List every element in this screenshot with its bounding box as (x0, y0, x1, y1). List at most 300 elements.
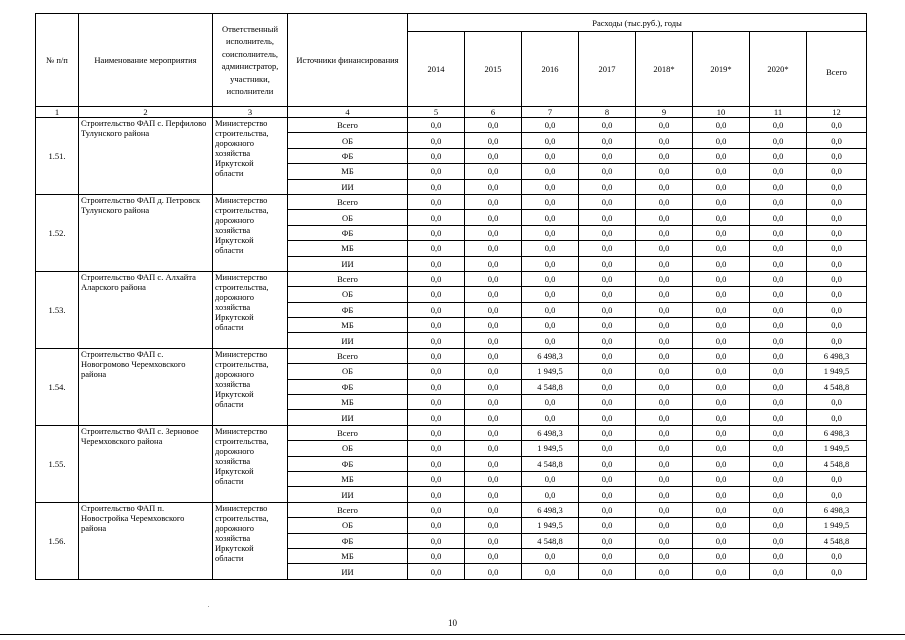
amount-cell: 0,0 (465, 348, 522, 363)
amount-cell: 0,0 (750, 133, 807, 148)
responsible-line: хозяйства (215, 455, 251, 466)
responsible-line: Иркутской (215, 234, 254, 245)
entry-responsible (213, 348, 288, 425)
amount-cell: 0,0 (693, 471, 750, 486)
amount-cell: 0,0 (465, 502, 522, 517)
amount-cell: 4 548,8 (522, 379, 579, 394)
amount-cell: 0,0 (579, 333, 636, 348)
amount-cell: 0,0 (522, 548, 579, 563)
amount-cell: 0,0 (522, 148, 579, 163)
amount-cell: 0,0 (465, 410, 522, 425)
amount-cell: 0,0 (408, 287, 465, 302)
amount-cell: 6 498,3 (807, 502, 867, 517)
amount-cell: 0,0 (408, 410, 465, 425)
funding-source: Всего (288, 271, 408, 286)
responsible-line: строительства, (215, 128, 269, 138)
amount-cell: 0,0 (693, 395, 750, 410)
header-number: № п/п (36, 14, 79, 107)
amount-cell: 0,0 (522, 256, 579, 271)
amount-cell: 0,0 (408, 194, 465, 209)
entry-responsible (213, 194, 288, 271)
amount-cell: 0,0 (636, 333, 693, 348)
entry-number: 1.52. (36, 194, 79, 271)
amount-cell: 0,0 (408, 425, 465, 440)
amount-cell: 0,0 (579, 395, 636, 410)
amount-cell: 0,0 (750, 118, 807, 133)
amount-cell: 0,0 (408, 471, 465, 486)
amount-cell: 0,0 (807, 302, 867, 317)
amount-cell: 0,0 (408, 241, 465, 256)
responsible-line: дорожного (215, 138, 255, 148)
amount-cell: 0,0 (408, 379, 465, 394)
funding-source: ФБ (288, 225, 408, 240)
amount-cell: 0,0 (522, 179, 579, 194)
amount-cell: 0,0 (693, 364, 750, 379)
column-number: 6 (465, 107, 522, 118)
funding-source: Всего (288, 502, 408, 517)
amount-cell: 0,0 (750, 225, 807, 240)
amount-cell: 0,0 (750, 302, 807, 317)
amount-cell: 0,0 (465, 471, 522, 486)
amount-cell: 0,0 (408, 302, 465, 317)
amount-cell: 0,0 (522, 118, 579, 133)
header-year: 2017 (579, 32, 636, 107)
amount-cell: 0,0 (807, 118, 867, 133)
amount-cell: 0,0 (750, 395, 807, 410)
amount-cell: 0,0 (807, 194, 867, 209)
amount-cell: 0,0 (408, 271, 465, 286)
amount-cell: 0,0 (522, 395, 579, 410)
amount-cell: 0,0 (465, 302, 522, 317)
amount-cell: 0,0 (636, 487, 693, 502)
amount-cell: 0,0 (807, 564, 867, 579)
entry-responsible (213, 271, 288, 348)
amount-cell: 0,0 (636, 225, 693, 240)
scan-speck (208, 606, 209, 607)
amount-cell: 1 949,5 (807, 364, 867, 379)
amount-cell: 0,0 (636, 164, 693, 179)
funding-source: ОБ (288, 518, 408, 533)
funding-source: МБ (288, 548, 408, 563)
amount-cell: 0,0 (693, 271, 750, 286)
amount-cell: 0,0 (579, 318, 636, 333)
amount-cell: 0,0 (750, 287, 807, 302)
amount-cell: 6 498,3 (522, 425, 579, 440)
amount-cell: 0,0 (636, 425, 693, 440)
amount-cell: 0,0 (579, 456, 636, 471)
amount-cell: 0,0 (693, 241, 750, 256)
amount-cell: 0,0 (636, 548, 693, 563)
amount-cell: 0,0 (693, 487, 750, 502)
responsible-line: хозяйства (215, 224, 251, 235)
column-number: 12 (807, 107, 867, 118)
amount-cell: 0,0 (579, 364, 636, 379)
amount-cell: 0,0 (522, 225, 579, 240)
amount-cell: 4 548,8 (807, 533, 867, 548)
amount-cell: 0,0 (579, 271, 636, 286)
amount-cell: 0,0 (522, 210, 579, 225)
amount-cell: 0,0 (579, 518, 636, 533)
responsible-line: области (215, 168, 244, 178)
funding-source: МБ (288, 241, 408, 256)
funding-source: Всего (288, 425, 408, 440)
entry-name: Строительство ФАП д. Петровск Тулунского района (79, 194, 213, 271)
responsible-line: хозяйства (215, 148, 251, 158)
amount-cell: 1 949,5 (807, 441, 867, 456)
funding-source: ФБ (288, 302, 408, 317)
amount-cell: 0,0 (465, 271, 522, 286)
amount-cell: 0,0 (750, 533, 807, 548)
amount-cell: 0,0 (465, 487, 522, 502)
amount-cell: 0,0 (408, 348, 465, 363)
table-row (36, 194, 867, 209)
amount-cell: 0,0 (408, 441, 465, 456)
amount-cell: 0,0 (636, 194, 693, 209)
column-number: 8 (579, 107, 636, 118)
amount-cell: 0,0 (807, 395, 867, 410)
table-row (36, 118, 867, 133)
amount-cell: 0,0 (750, 194, 807, 209)
amount-cell: 6 498,3 (807, 348, 867, 363)
amount-cell: 6 498,3 (522, 502, 579, 517)
amount-cell: 0,0 (465, 164, 522, 179)
amount-cell: 0,0 (807, 318, 867, 333)
amount-cell: 0,0 (522, 194, 579, 209)
amount-cell: 0,0 (750, 164, 807, 179)
amount-cell: 0,0 (693, 379, 750, 394)
column-number: 3 (213, 107, 288, 118)
amount-cell: 0,0 (465, 395, 522, 410)
funding-source: ОБ (288, 287, 408, 302)
funding-source: МБ (288, 164, 408, 179)
amount-cell: 0,0 (579, 164, 636, 179)
funding-source: Всего (288, 118, 408, 133)
entry-responsible (213, 425, 288, 502)
responsible-line: строительства, (215, 512, 269, 523)
amount-cell: 1 949,5 (522, 364, 579, 379)
responsible-line: дорожного (215, 368, 255, 379)
amount-cell: 0,0 (636, 533, 693, 548)
amount-cell: 0,0 (465, 256, 522, 271)
funding-source: Всего (288, 194, 408, 209)
funding-source: ИИ (288, 179, 408, 194)
column-number: 7 (522, 107, 579, 118)
amount-cell: 0,0 (465, 333, 522, 348)
amount-cell: 0,0 (750, 379, 807, 394)
amount-cell: 0,0 (408, 502, 465, 517)
amount-cell: 0,0 (807, 210, 867, 225)
amount-cell: 0,0 (636, 133, 693, 148)
amount-cell: 0,0 (465, 364, 522, 379)
amount-cell: 4 548,8 (522, 456, 579, 471)
amount-cell: 0,0 (579, 256, 636, 271)
amount-cell: 0,0 (636, 318, 693, 333)
header-year: 2020* (750, 32, 807, 107)
amount-cell: 0,0 (579, 241, 636, 256)
amount-cell: 0,0 (636, 456, 693, 471)
amount-cell: 0,0 (636, 410, 693, 425)
funding-source: МБ (288, 471, 408, 486)
amount-cell: 0,0 (408, 518, 465, 533)
amount-cell: 0,0 (750, 210, 807, 225)
amount-cell: 0,0 (408, 118, 465, 133)
amount-cell: 0,0 (636, 179, 693, 194)
header-year: 2014 (408, 32, 465, 107)
funding-source: ИИ (288, 564, 408, 579)
amount-cell: 0,0 (693, 179, 750, 194)
amount-cell: 0,0 (636, 364, 693, 379)
amount-cell: 0,0 (579, 533, 636, 548)
amount-cell: 0,0 (408, 225, 465, 240)
column-number: 4 (288, 107, 408, 118)
amount-cell: 0,0 (693, 441, 750, 456)
amount-cell: 0,0 (750, 179, 807, 194)
amount-cell: 0,0 (693, 118, 750, 133)
amount-cell: 0,0 (465, 210, 522, 225)
amount-cell: 0,0 (408, 564, 465, 579)
responsible-line: строительства, (215, 435, 269, 446)
responsible-line: хозяйства (215, 301, 251, 312)
amount-cell: 0,0 (693, 548, 750, 563)
amount-cell: 0,0 (750, 241, 807, 256)
responsible-line: Министерство (215, 348, 268, 359)
column-number: 9 (636, 107, 693, 118)
amount-cell: 0,0 (579, 471, 636, 486)
column-number: 11 (750, 107, 807, 118)
funding-source: ОБ (288, 210, 408, 225)
amount-cell: 0,0 (408, 456, 465, 471)
amount-cell: 0,0 (522, 564, 579, 579)
funding-source: ОБ (288, 441, 408, 456)
amount-cell: 0,0 (522, 287, 579, 302)
amount-cell: 0,0 (750, 425, 807, 440)
amount-cell: 0,0 (693, 256, 750, 271)
amount-cell: 0,0 (522, 318, 579, 333)
amount-cell: 0,0 (579, 148, 636, 163)
amount-cell: 0,0 (408, 533, 465, 548)
amount-cell: 0,0 (807, 410, 867, 425)
amount-cell: 0,0 (522, 164, 579, 179)
entry-name: Строительство ФАП с. Перфилово Тулунского района (79, 118, 213, 195)
funding-source: МБ (288, 395, 408, 410)
amount-cell: 0,0 (579, 225, 636, 240)
amount-cell: 0,0 (408, 548, 465, 563)
table-row (36, 502, 867, 517)
amount-cell: 0,0 (465, 548, 522, 563)
amount-cell: 0,0 (522, 471, 579, 486)
amount-cell: 0,0 (579, 287, 636, 302)
amount-cell: 0,0 (408, 333, 465, 348)
amount-cell: 0,0 (750, 441, 807, 456)
amount-cell: 0,0 (750, 271, 807, 286)
expenses-table (35, 13, 867, 580)
responsible-line: области (215, 244, 244, 255)
header-year: 2018* (636, 32, 693, 107)
amount-cell: 0,0 (807, 471, 867, 486)
header-name: Наименование мероприятия (79, 14, 213, 107)
amount-cell: 0,0 (750, 548, 807, 563)
amount-cell: 0,0 (693, 410, 750, 425)
amount-cell: 0,0 (636, 241, 693, 256)
amount-cell: 0,0 (807, 133, 867, 148)
amount-cell: 1 949,5 (807, 518, 867, 533)
responsible-line: области (215, 321, 244, 332)
amount-cell: 0,0 (636, 518, 693, 533)
amount-cell: 0,0 (465, 441, 522, 456)
amount-cell: 0,0 (579, 210, 636, 225)
amount-cell: 4 548,8 (522, 533, 579, 548)
amount-cell: 0,0 (636, 348, 693, 363)
responsible-line: Иркутской (215, 158, 254, 168)
amount-cell: 4 548,8 (807, 379, 867, 394)
amount-cell: 0,0 (465, 225, 522, 240)
amount-cell: 0,0 (465, 133, 522, 148)
column-number: 10 (693, 107, 750, 118)
responsible-line: Министерство (215, 502, 268, 513)
amount-cell: 0,0 (636, 564, 693, 579)
amount-cell: 0,0 (693, 533, 750, 548)
responsible-line: Министерство (215, 271, 268, 282)
amount-cell: 0,0 (636, 395, 693, 410)
amount-cell: 0,0 (807, 164, 867, 179)
amount-cell: 0,0 (636, 302, 693, 317)
amount-cell: 0,0 (465, 241, 522, 256)
amount-cell: 0,0 (750, 502, 807, 517)
amount-cell: 0,0 (579, 179, 636, 194)
responsible-line: хозяйства (215, 378, 251, 389)
column-number: 2 (79, 107, 213, 118)
entry-responsible (213, 502, 288, 579)
amount-cell: 6 498,3 (807, 425, 867, 440)
amount-cell: 0,0 (807, 241, 867, 256)
amount-cell: 0,0 (807, 333, 867, 348)
amount-cell: 0,0 (408, 256, 465, 271)
amount-cell: 0,0 (579, 302, 636, 317)
amount-cell: 0,0 (636, 379, 693, 394)
table-row (36, 425, 867, 440)
amount-cell: 0,0 (750, 256, 807, 271)
amount-cell: 0,0 (579, 548, 636, 563)
amount-cell: 0,0 (579, 118, 636, 133)
entry-name: Строительство ФАП с. Новогромово Черемховского района (79, 348, 213, 425)
amount-cell: 0,0 (408, 133, 465, 148)
amount-cell: 0,0 (579, 133, 636, 148)
responsible-line: Иркутской (215, 388, 254, 399)
amount-cell: 0,0 (807, 487, 867, 502)
amount-cell: 0,0 (693, 302, 750, 317)
funding-source: ФБ (288, 533, 408, 548)
amount-cell: 0,0 (465, 287, 522, 302)
amount-cell: 0,0 (579, 348, 636, 363)
amount-cell: 0,0 (693, 502, 750, 517)
amount-cell: 0,0 (465, 318, 522, 333)
entry-name: Строительство ФАП с. Алхайта Аларского района (79, 271, 213, 348)
amount-cell: 0,0 (636, 271, 693, 286)
responsible-line: Иркутской (215, 542, 254, 553)
amount-cell: 0,0 (408, 318, 465, 333)
responsible-line: области (215, 398, 244, 409)
amount-cell: 0,0 (636, 148, 693, 163)
funding-source: МБ (288, 318, 408, 333)
amount-cell: 6 498,3 (522, 348, 579, 363)
amount-cell: 0,0 (693, 456, 750, 471)
amount-cell: 0,0 (693, 333, 750, 348)
amount-cell: 0,0 (750, 333, 807, 348)
responsible-line: Министерство (215, 194, 268, 205)
amount-cell: 0,0 (465, 179, 522, 194)
funding-source: ОБ (288, 364, 408, 379)
amount-cell: 0,0 (579, 425, 636, 440)
responsible-line: дорожного (215, 291, 255, 302)
funding-source: ОБ (288, 133, 408, 148)
amount-cell: 0,0 (522, 487, 579, 502)
header-year: 2015 (465, 32, 522, 107)
responsible-line: области (215, 475, 244, 486)
table-row (36, 271, 867, 286)
amount-cell: 0,0 (636, 210, 693, 225)
amount-cell: 0,0 (465, 194, 522, 209)
responsible-line: дорожного (215, 214, 255, 225)
amount-cell: 0,0 (408, 179, 465, 194)
responsible-line: строительства, (215, 281, 269, 292)
amount-cell: 0,0 (579, 564, 636, 579)
amount-cell: 0,0 (693, 518, 750, 533)
amount-cell: 0,0 (465, 564, 522, 579)
amount-cell: 0,0 (579, 502, 636, 517)
amount-cell: 0,0 (579, 410, 636, 425)
amount-cell: 0,0 (465, 518, 522, 533)
amount-cell: 0,0 (693, 133, 750, 148)
amount-cell: 0,0 (522, 302, 579, 317)
amount-cell: 0,0 (522, 133, 579, 148)
amount-cell: 0,0 (693, 194, 750, 209)
amount-cell: 0,0 (807, 148, 867, 163)
amount-cell: 0,0 (636, 441, 693, 456)
amount-cell: 1 949,5 (522, 441, 579, 456)
amount-cell: 0,0 (579, 441, 636, 456)
responsible-line: хозяйства (215, 532, 251, 543)
amount-cell: 0,0 (636, 118, 693, 133)
header-year: 2019* (693, 32, 750, 107)
responsible-line: строительства, (215, 204, 269, 215)
amount-cell: 0,0 (636, 502, 693, 517)
amount-cell: 0,0 (693, 210, 750, 225)
amount-cell: 1 949,5 (522, 518, 579, 533)
responsible-line: Министерство (215, 118, 268, 128)
amount-cell: 0,0 (750, 564, 807, 579)
responsible-line: дорожного (215, 445, 255, 456)
responsible-line: Иркутской (215, 311, 254, 322)
funding-source: ИИ (288, 333, 408, 348)
column-number: 1 (36, 107, 79, 118)
amount-cell: 0,0 (636, 256, 693, 271)
entry-number: 1.56. (36, 502, 79, 579)
amount-cell: 0,0 (522, 271, 579, 286)
amount-cell: 0,0 (465, 456, 522, 471)
entry-name: Строительство ФАП п. Новостройка Черемховского района (79, 502, 213, 579)
amount-cell: 0,0 (750, 348, 807, 363)
amount-cell: 0,0 (750, 318, 807, 333)
amount-cell: 0,0 (579, 194, 636, 209)
funding-source: ИИ (288, 487, 408, 502)
funding-source: ФБ (288, 379, 408, 394)
amount-cell: 0,0 (750, 410, 807, 425)
header-sources: Источники финансирования (288, 14, 408, 107)
amount-cell: 0,0 (465, 425, 522, 440)
entry-number: 1.54. (36, 348, 79, 425)
amount-cell: 0,0 (750, 148, 807, 163)
amount-cell: 0,0 (693, 425, 750, 440)
